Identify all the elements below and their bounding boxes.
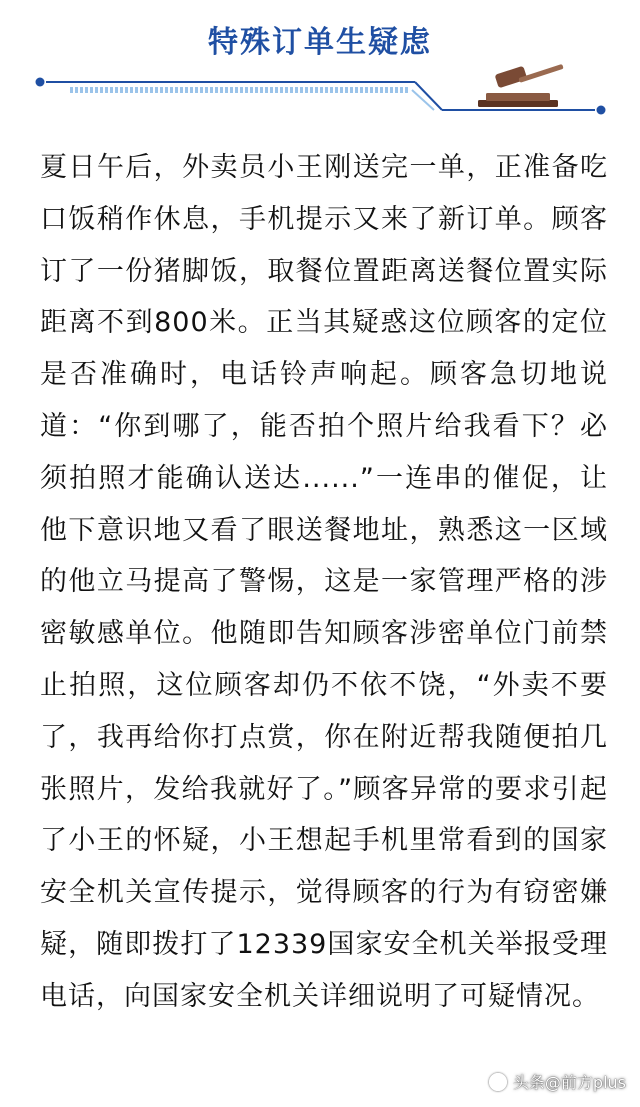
watermark-text: 头条@前方plus <box>512 1073 626 1092</box>
gavel-icon <box>478 64 564 107</box>
watermark <box>489 1070 626 1093</box>
divider-dot-right <box>597 106 606 115</box>
divider-dot-left <box>36 78 45 87</box>
title-divider <box>0 60 640 120</box>
page-title: 特殊订单生疑虑 <box>208 25 432 60</box>
toutiao-logo-icon <box>489 1073 507 1091</box>
article-body: 夏日午后，外卖员小王刚送完一单，正准备吃口饭稍作休息，手机提示又来了新订单。顾客订了一份猪脚饭，取餐位置距离送餐位置实际距离不到800米。正当其疑惑这位顾客的定位是否准确时，电话铃声响起。顾客急切地说道：“你到哪了，能否拍个照片给我看下？必须拍照才能确认送达......”一连串的催促，让他下意识地又看了眼送餐地址，熟悉这一区域的他立马提高了警惕，这是一家管理严格的涉密敏感单位。他随即告知顾客涉密单位门前禁止拍照，这位顾客却仍不依不饶，“外卖不要了，我再给你打点赏，你在附近帮我随便拍几张照片，发给我就好了。”顾客异常的要求引起了小王的怀疑，小王想起手机里常看到的国家安全机关宣传提示，觉得顾客的行为有窃密嫌疑，随即拨打了12339国家安全机关举报受理电话，向国家安全机关详细说明了可疑情况。 <box>40 152 608 1012</box>
